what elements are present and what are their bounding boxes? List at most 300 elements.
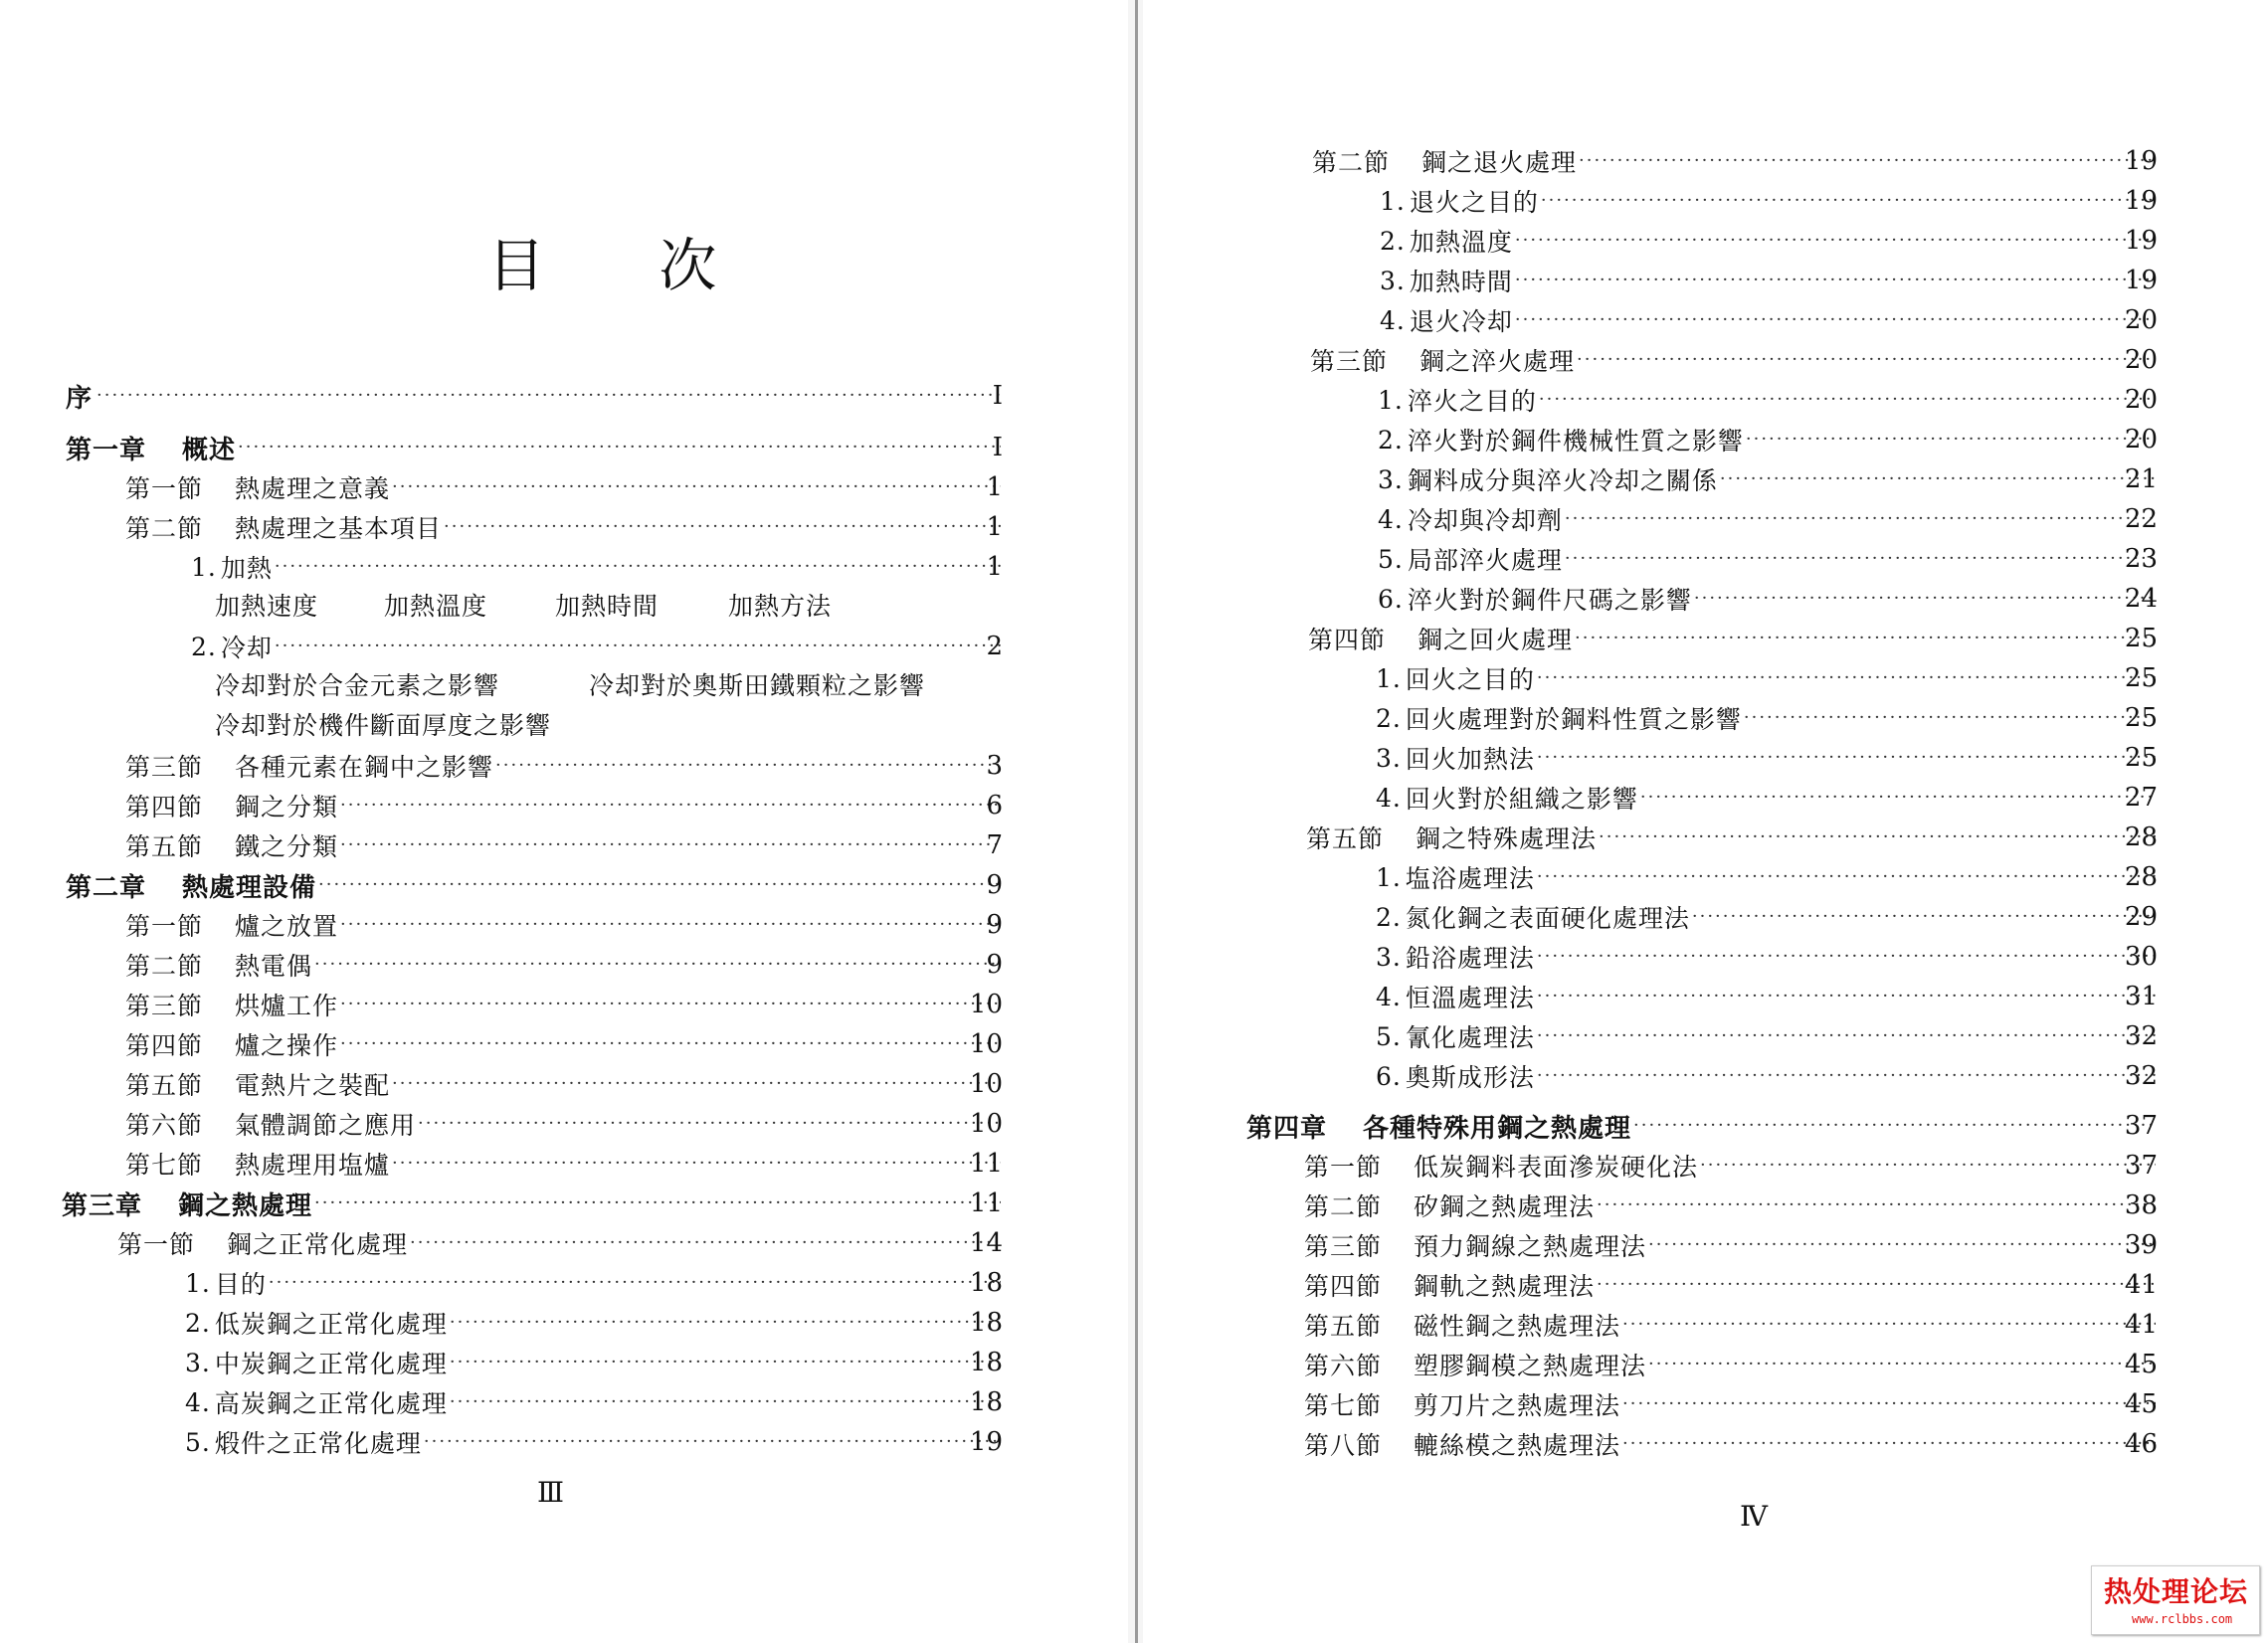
toc-entry-item (1376, 698, 2156, 738)
page-number: 25 (2124, 663, 2158, 693)
entry-title: 淬火之目的 (1407, 387, 1537, 416)
topic-text: 加熱方法 (728, 592, 833, 621)
page-number: 18 (969, 1268, 1003, 1298)
entry-title: 淬火對於鋼件尺碼之影響 (1407, 586, 1692, 615)
page-number: 41 (2124, 1270, 2158, 1300)
entry-title: 局部淬火處理 (1407, 546, 1563, 575)
entry-title: 中炭鋼之正常化處理 (214, 1350, 448, 1378)
toc-entry-section (1304, 1225, 2156, 1265)
leader-dots (1535, 1056, 2156, 1096)
page-number: 7 (986, 830, 1003, 860)
page-number: 45 (2124, 1350, 2158, 1379)
page-number: 3 (986, 751, 1003, 781)
toc-entry-chapter (66, 428, 1001, 467)
page-number: 41 (2124, 1310, 2158, 1340)
entry-title: 矽鋼之熱處理法 (1414, 1192, 1596, 1221)
entry-label: 第二節 (1312, 148, 1391, 177)
entry-label: 3. (1378, 464, 1404, 494)
entry-title: 回火處理對於鋼料性質之影響 (1405, 705, 1742, 734)
entry-label: 第三節 (125, 753, 204, 782)
leader-dots (1698, 1146, 2156, 1186)
page-number: 20 (2124, 385, 2158, 415)
entry-title: 爐之操作 (235, 1031, 339, 1060)
leader-dots (448, 1343, 1001, 1382)
page-number: Ⅰ (992, 381, 1003, 411)
entry-label: 3. (1376, 942, 1402, 972)
page-number: 10 (969, 1069, 1003, 1099)
entry-label: 第三節 (1310, 347, 1389, 376)
entry-label: 2. (1380, 226, 1406, 256)
entry-title: 退火冷却 (1409, 307, 1513, 336)
toc-entry-item (191, 627, 1001, 666)
page-number: 9 (986, 950, 1003, 980)
entry-label: 2. (1376, 703, 1402, 733)
leader-dots (390, 1064, 1001, 1104)
entry-label: 1. (191, 552, 217, 582)
entry-label: 1. (1380, 186, 1406, 216)
topic-text: 加熱時間 (555, 592, 660, 621)
entry-label: 第二節 (125, 514, 204, 543)
page-number: 11 (969, 1149, 1003, 1179)
entry-title: 熱處理之意義 (235, 474, 391, 503)
page-number: 20 (2124, 345, 2158, 375)
page-number: 1 (986, 472, 1003, 502)
topic-text: 加熱速度 (215, 592, 319, 621)
entry-label: 第二節 (125, 952, 204, 981)
page-number: 1 (986, 512, 1003, 542)
leader-dots (1563, 499, 2156, 539)
entry-label: 第五節 (125, 1071, 204, 1100)
page-number: 25 (2124, 703, 2158, 733)
entry-label: 1. (185, 1268, 211, 1298)
entry-label: 4. (1378, 504, 1404, 534)
toc-entry-section (1312, 141, 2156, 181)
entry-title: 電熱片之裝配 (235, 1071, 391, 1100)
leader-dots (312, 1184, 1001, 1223)
page-number: 46 (2124, 1429, 2158, 1459)
leader-dots (1692, 579, 2156, 619)
page-number: 28 (2124, 862, 2158, 892)
leader-dots (1577, 141, 2156, 181)
entry-label: 第一節 (117, 1230, 196, 1259)
leader-dots (390, 1144, 1001, 1184)
leader-dots (1575, 340, 2156, 380)
page-number: 18 (969, 1308, 1003, 1338)
entry-label: 第三節 (1304, 1232, 1383, 1261)
toc-entry-item (185, 1303, 1001, 1343)
page-label: Ⅲ (537, 1476, 565, 1509)
entry-label: 3. (185, 1348, 211, 1377)
entry-title: 高炭鋼之正常化處理 (214, 1389, 448, 1418)
entry-label: 第一節 (1304, 1153, 1383, 1182)
page-title: 目 次 (487, 232, 765, 299)
leader-dots (338, 786, 1001, 825)
left-page (0, 0, 1128, 1643)
entry-label: 第七節 (1304, 1391, 1383, 1420)
entry-title: 轆絲模之熱處理法 (1414, 1431, 1621, 1460)
toc-entry-item (1376, 977, 2156, 1016)
entry-title: 加熱 (220, 554, 273, 583)
entry-title: 氰化處理法 (1405, 1023, 1535, 1052)
leader-dots (1535, 658, 2156, 698)
page-number: 27 (2124, 783, 2158, 813)
page-number: 1 (986, 552, 1003, 582)
entry-label: 第五節 (125, 832, 204, 861)
leader-dots (273, 627, 1001, 666)
entry-label: 1. (1376, 663, 1402, 693)
toc-entry-section (1304, 1146, 2156, 1186)
page-number: 28 (2124, 822, 2158, 852)
toc-entry-section (1304, 1345, 2156, 1384)
entry-title: 回火加熱法 (1405, 745, 1535, 774)
page-number: 39 (2124, 1230, 2158, 1260)
toc-entry-section (1304, 1265, 2156, 1305)
leader-dots (267, 1263, 1001, 1303)
page-number: 24 (2124, 584, 2158, 614)
page-label: Ⅳ (1740, 1500, 1768, 1533)
entry-title: 冷却與冷却劑 (1407, 506, 1563, 535)
entry-title: 鋼之正常化處理 (227, 1230, 409, 1259)
leader-dots (1597, 818, 2156, 857)
page-number: 29 (2124, 902, 2158, 932)
right-page (1143, 0, 2268, 1643)
toc-entry-section (1308, 619, 2156, 658)
entry-title: 鋼之特殊處理法 (1416, 824, 1598, 853)
entry-label: 第二節 (1304, 1192, 1383, 1221)
leader-dots (338, 985, 1001, 1024)
toc-entry-item (191, 547, 1001, 587)
gutter-line (1135, 0, 1138, 1643)
entry-title: 烘爐工作 (235, 992, 339, 1020)
entry-label: 2. (1376, 902, 1402, 932)
entry-title: 低炭鋼之正常化處理 (214, 1310, 448, 1339)
entry-title: 鋼之退火處理 (1421, 148, 1578, 177)
toc-entry-item (1376, 857, 2156, 897)
leader-dots (1646, 1225, 2156, 1265)
entry-label: 1. (1378, 385, 1404, 415)
entry-title: 塩浴處理法 (1405, 864, 1535, 893)
leader-dots (1620, 1384, 2156, 1424)
watermark-title: 热处理论坛 (2104, 1575, 2249, 1608)
entry-title: 鋼之回火處理 (1418, 626, 1574, 654)
page-number: 19 (2124, 266, 2158, 295)
leader-dots (1620, 1424, 2156, 1464)
page-number: 38 (2124, 1190, 2158, 1220)
entry-label: 6. (1376, 1061, 1402, 1091)
leader-dots (1535, 937, 2156, 977)
entry-title: 熱處理之基本項目 (235, 514, 443, 543)
toc-entry-item (1380, 261, 2156, 300)
entry-label: 第二章 (66, 872, 147, 903)
entry-title: 鋼之分類 (235, 793, 339, 822)
page-number: 9 (986, 910, 1003, 940)
entry-label: 3. (1380, 266, 1406, 295)
entry-label: 2. (185, 1308, 211, 1338)
toc-entry-chapter (1246, 1106, 2156, 1146)
page-number: 9 (986, 870, 1003, 900)
leader-dots (338, 825, 1001, 865)
topic-text: 冷却對於合金元素之影響 (215, 671, 500, 700)
leader-dots (1535, 977, 2156, 1016)
page-number: 22 (2124, 504, 2158, 534)
page-number: 2 (986, 632, 1003, 661)
leader-dots (416, 1104, 1001, 1144)
toc-entry-item (1376, 937, 2156, 977)
page-number: 10 (969, 1029, 1003, 1059)
toc-entry-item (1376, 738, 2156, 778)
leader-dots (273, 547, 1001, 587)
entry-label: 第一章 (66, 435, 147, 465)
leader-dots (1513, 221, 2156, 261)
leader-dots (94, 376, 1001, 416)
page-number: 32 (2124, 1021, 2158, 1051)
entry-title: 加熱溫度 (1409, 228, 1513, 257)
entry-title: 低炭鋼料表面滲炭硬化法 (1414, 1153, 1699, 1182)
toc-entry-section (1304, 1424, 2156, 1464)
leader-dots (1563, 539, 2156, 579)
page-number: 10 (969, 990, 1003, 1019)
leader-dots (448, 1303, 1001, 1343)
toc-entry-item (1376, 897, 2156, 937)
toc-entry-section (125, 825, 1001, 865)
leader-dots (1631, 1106, 2156, 1146)
toc-entry-chapter (66, 865, 1001, 905)
entry-label: 序 (66, 383, 94, 414)
page-number: 19 (2124, 186, 2158, 216)
toc-entry-item (1376, 658, 2156, 698)
leader-dots (316, 865, 1001, 905)
toc-entry-section (125, 786, 1001, 825)
leader-dots (1742, 698, 2156, 738)
page-number: 10 (969, 1109, 1003, 1139)
entry-title: 煅件之正常化處理 (214, 1429, 422, 1458)
entry-label: 3. (1376, 743, 1402, 773)
entry-label: 2. (1378, 425, 1404, 455)
toc-entry-section (1306, 818, 2156, 857)
leader-dots (1537, 380, 2156, 420)
page-number: 45 (2124, 1389, 2158, 1419)
toc-entry-item (1376, 1056, 2156, 1096)
leader-dots (236, 428, 1001, 467)
toc-entry-item (1378, 420, 2156, 459)
toc-entry-section (125, 1064, 1001, 1104)
leader-dots (1539, 181, 2156, 221)
toc-entry-section (125, 985, 1001, 1024)
leader-dots (1513, 300, 2156, 340)
entry-title: 氮化鋼之表面硬化處理法 (1405, 904, 1690, 933)
entry-label: 第三章 (62, 1190, 143, 1221)
leader-dots (1573, 619, 2156, 658)
entry-label: 第六節 (125, 1111, 204, 1140)
entry-title: 預力鋼線之熱處理法 (1414, 1232, 1647, 1261)
watermark-url: www.rclbbs.com (2132, 1612, 2233, 1626)
toc-entry-item (185, 1343, 1001, 1382)
toc-entry-item (1378, 579, 2156, 619)
entry-title: 鋼軌之熱處理法 (1414, 1272, 1596, 1301)
page-number: 32 (2124, 1061, 2158, 1091)
leader-dots (1718, 459, 2156, 499)
toc-entry-section (117, 1223, 1001, 1263)
entry-title: 鋼之熱處理 (178, 1190, 313, 1221)
page-number: 25 (2124, 743, 2158, 773)
entry-label: 第八節 (1304, 1431, 1383, 1460)
toc-entry-section (125, 1144, 1001, 1184)
toc-entry-item (1380, 221, 2156, 261)
entry-label: 第五節 (1304, 1312, 1383, 1341)
leader-dots (448, 1382, 1001, 1422)
entry-title: 磁性鋼之熱處理法 (1414, 1312, 1621, 1341)
leader-dots (493, 746, 1001, 786)
page-number: 21 (2124, 464, 2158, 494)
leader-dots (1535, 738, 2156, 778)
leader-dots (1690, 897, 2156, 937)
entry-label: 1. (1376, 862, 1402, 892)
entry-label: 2. (191, 632, 217, 661)
entry-title: 目的 (214, 1270, 267, 1299)
leader-dots (1620, 1305, 2156, 1345)
page-number: 25 (2124, 624, 2158, 653)
entry-label: 4. (1376, 783, 1402, 813)
entry-label: 5. (1376, 1021, 1402, 1051)
toc-entry-section (125, 746, 1001, 786)
page-number: 14 (969, 1228, 1003, 1258)
entry-title: 鋼之淬火處理 (1419, 347, 1576, 376)
toc-entry-item (185, 1382, 1001, 1422)
toc-entry-section (125, 905, 1001, 945)
leader-dots (1535, 857, 2156, 897)
entry-label: 第五節 (1306, 824, 1385, 853)
page-number: 31 (2124, 982, 2158, 1011)
toc-entry-item (1376, 1016, 2156, 1056)
toc-entry-section (1304, 1186, 2156, 1225)
entry-label: 第六節 (1304, 1352, 1383, 1380)
page-number: 20 (2124, 425, 2158, 455)
toc-entry-section (1304, 1305, 2156, 1345)
topic-text: 加熱溫度 (384, 592, 488, 621)
leader-dots (338, 905, 1001, 945)
leader-dots (390, 467, 1001, 507)
entry-label: 6. (1378, 584, 1404, 614)
toc-entry-preface (66, 376, 1001, 416)
entry-title: 各種元素在鋼中之影響 (235, 753, 494, 782)
entry-label: 第一節 (125, 474, 204, 503)
page-number: 18 (969, 1348, 1003, 1377)
leader-dots (1595, 1265, 2156, 1305)
leader-dots (1535, 1016, 2156, 1056)
leader-dots (312, 945, 1001, 985)
entry-title: 恒溫處理法 (1405, 984, 1535, 1012)
entry-label: 5. (185, 1427, 211, 1457)
page-number: 19 (2124, 146, 2158, 176)
entry-title: 鉛浴處理法 (1405, 944, 1535, 973)
entry-title: 氣體調節之應用 (235, 1111, 417, 1140)
toc-entry-section (125, 467, 1001, 507)
page-number: 6 (986, 791, 1003, 821)
entry-label: 第四章 (1246, 1113, 1328, 1144)
leader-dots (1595, 1186, 2156, 1225)
leader-dots (442, 507, 1001, 547)
entry-title: 回火對於組織之影響 (1405, 785, 1638, 814)
toc-entry-section (1310, 340, 2156, 380)
toc-entry-chapter (62, 1184, 1001, 1223)
forum-watermark (2091, 1565, 2260, 1635)
page-number: 20 (2124, 305, 2158, 335)
entry-title: 冷却 (220, 634, 273, 662)
toc-entry-item (1380, 181, 2156, 221)
entry-title: 奧斯成形法 (1405, 1063, 1535, 1092)
entry-label: 第一節 (125, 912, 204, 941)
toc-entry-item (185, 1263, 1001, 1303)
toc-entry-item (1376, 778, 2156, 818)
entry-title: 熱處理用塩爐 (235, 1151, 391, 1180)
entry-title: 淬火對於鋼件機械性質之影響 (1407, 427, 1744, 456)
toc-entry-section (125, 945, 1001, 985)
entry-label: 第三節 (125, 992, 204, 1020)
entry-title: 塑膠鋼模之熱處理法 (1414, 1352, 1647, 1380)
leader-dots (422, 1422, 1001, 1462)
entry-label: 第四節 (125, 793, 204, 822)
leader-dots (338, 1024, 1001, 1064)
entry-title: 概述 (182, 435, 237, 465)
page-number: 37 (2124, 1151, 2158, 1181)
topic-text: 冷却對於奧斯田鐵顆粒之影響 (589, 671, 926, 700)
entry-title: 鋼料成分與淬火冷却之關係 (1407, 466, 1718, 495)
toc-entry-item (185, 1422, 1001, 1462)
entry-title: 熱電偶 (235, 952, 313, 981)
entry-title: 回火之目的 (1405, 665, 1535, 694)
toc-entry-item (1380, 300, 2156, 340)
leader-dots (1744, 420, 2156, 459)
leader-dots (408, 1223, 1001, 1263)
entry-title: 爐之放置 (235, 912, 339, 941)
page-number: 37 (2124, 1111, 2158, 1141)
entry-title: 鐵之分類 (235, 832, 339, 861)
toc-entry-section (125, 1104, 1001, 1144)
entry-label: 4. (1380, 305, 1406, 335)
toc-entry-item (1378, 539, 2156, 579)
leader-dots (1638, 778, 2156, 818)
entry-title: 加熱時間 (1409, 268, 1513, 296)
page-number: 19 (2124, 226, 2158, 256)
toc-entry-item (1378, 380, 2156, 420)
entry-label: 4. (1376, 982, 1402, 1011)
toc-entry-item (1378, 459, 2156, 499)
toc-entry-section (1304, 1384, 2156, 1424)
page-number: Ⅰ (992, 433, 1003, 462)
page-number: 19 (969, 1427, 1003, 1457)
leader-dots (1646, 1345, 2156, 1384)
topic-text: 冷却對於機件斷面厚度之影響 (215, 711, 552, 740)
page-number: 23 (2124, 544, 2158, 574)
toc-entry-section (125, 1024, 1001, 1064)
entry-label: 第七節 (125, 1151, 204, 1180)
entry-label: 第四節 (1308, 626, 1387, 654)
page-number: 30 (2124, 942, 2158, 972)
entry-label: 第四節 (1304, 1272, 1383, 1301)
toc-entry-item (1378, 499, 2156, 539)
entry-title: 熱處理設備 (182, 872, 317, 903)
page-number: 18 (969, 1387, 1003, 1417)
entry-title: 各種特殊用鋼之熱處理 (1363, 1113, 1632, 1144)
entry-label: 第四節 (125, 1031, 204, 1060)
entry-title: 剪刀片之熱處理法 (1414, 1391, 1621, 1420)
page-number: 11 (969, 1188, 1003, 1218)
entry-label: 4. (185, 1387, 211, 1417)
leader-dots (1513, 261, 2156, 300)
toc-entry-section (125, 507, 1001, 547)
entry-title: 退火之目的 (1409, 188, 1539, 217)
entry-label: 5. (1378, 544, 1404, 574)
